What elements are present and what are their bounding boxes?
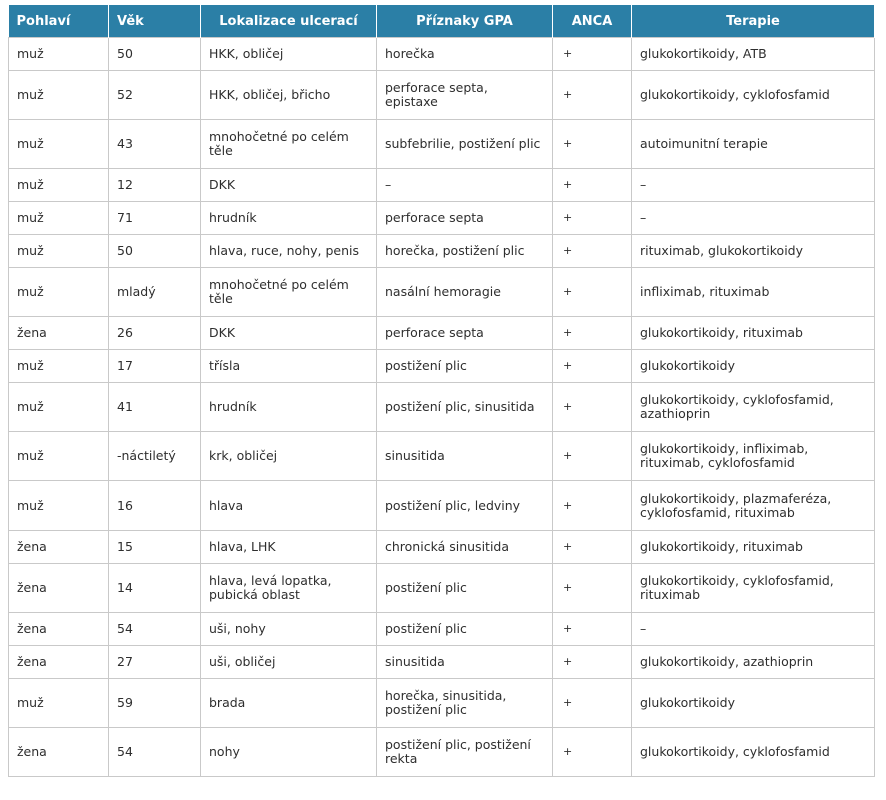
table-row [9,235,875,268]
cell-vek: 15 [109,531,201,564]
cell-lokalizace: hlava, ruce, nohy, penis [201,235,377,268]
cell-pohlavi: žena [9,646,109,679]
table-row [9,531,875,564]
cell-pohlavi: muž [9,350,109,383]
table-body [9,38,875,777]
table-row [9,613,875,646]
cell-anca: + [553,268,632,317]
cell-priznaky: chronická sinusitida [377,531,553,564]
cell-anca: + [553,350,632,383]
table-row [9,646,875,679]
table-row [9,38,875,71]
cell-priznaky: sinusitida [377,646,553,679]
cell-vek: mladý [109,268,201,317]
table-row [9,564,875,613]
cell-lokalizace: mnohočetné po celém těle [201,268,377,317]
cell-lokalizace: hlava [201,481,377,531]
col-header-terapie: Terapie [632,5,875,38]
cell-lokalizace: HKK, obličej, břicho [201,71,377,120]
cell-anca: + [553,679,632,728]
cell-anca: + [553,71,632,120]
cell-terapie: glukokortikoidy, rituximab [632,531,875,564]
cell-terapie: glukokortikoidy, cyklofosfamid, rituximab [632,564,875,613]
col-header-priznaky: Příznaky GPA [377,5,553,38]
cell-anca: + [553,564,632,613]
cell-pohlavi: muž [9,71,109,120]
header-row [9,5,875,38]
cell-pohlavi: žena [9,531,109,564]
cell-vek: 26 [109,317,201,350]
cell-lokalizace: DKK [201,317,377,350]
cell-lokalizace: třísla [201,350,377,383]
cell-priznaky: perforace septa [377,317,553,350]
cell-anca: + [553,120,632,169]
cell-pohlavi: žena [9,613,109,646]
cell-terapie: glukokortikoidy, ATB [632,38,875,71]
cell-priznaky: postižení plic, postižení rekta [377,728,553,777]
cell-vek: 41 [109,383,201,432]
cell-pohlavi: muž [9,481,109,531]
cell-anca: + [553,728,632,777]
cell-pohlavi: muž [9,268,109,317]
cell-lokalizace: hlava, LHK [201,531,377,564]
cell-terapie: – [632,202,875,235]
cell-pohlavi: muž [9,169,109,202]
cell-anca: + [553,481,632,531]
cell-priznaky: postižení plic, ledviny [377,481,553,531]
col-header-lokalizace: Lokalizace ulcerací [201,5,377,38]
cell-vek: 17 [109,350,201,383]
cell-vek: 52 [109,71,201,120]
cell-priznaky: postižení plic, sinusitida [377,383,553,432]
table-row [9,169,875,202]
cell-priznaky: postižení plic [377,564,553,613]
cell-vek: 16 [109,481,201,531]
cell-lokalizace: krk, obličej [201,432,377,481]
cell-pohlavi: muž [9,38,109,71]
cell-anca: + [553,235,632,268]
cell-priznaky: subfebrilie, postižení plic [377,120,553,169]
cell-pohlavi: žena [9,317,109,350]
cell-priznaky: sinusitida [377,432,553,481]
cell-terapie: rituximab, glukokortikoidy [632,235,875,268]
cell-priznaky: – [377,169,553,202]
cell-lokalizace: hrudník [201,383,377,432]
cell-priznaky: postižení plic [377,350,553,383]
cell-priznaky: horečka, postižení plic [377,235,553,268]
cell-anca: + [553,383,632,432]
cell-priznaky: nasální hemoragie [377,268,553,317]
cell-lokalizace: HKK, obličej [201,38,377,71]
table-row [9,728,875,777]
cell-pohlavi: muž [9,679,109,728]
cell-terapie: – [632,613,875,646]
table-row [9,120,875,169]
cell-lokalizace: hrudník [201,202,377,235]
cell-vek: 71 [109,202,201,235]
cell-terapie: glukokortikoidy, cyklofosfamid [632,728,875,777]
col-header-vek: Věk [109,5,201,38]
table-row [9,202,875,235]
table-row [9,317,875,350]
table-row [9,71,875,120]
cell-terapie: autoimunitní terapie [632,120,875,169]
cell-terapie: glukokortikoidy, plazmaferéza, cyklofosfamid, rituximab [632,481,875,531]
cell-anca: + [553,38,632,71]
cell-priznaky: horečka [377,38,553,71]
col-header-pohlavi: Pohlaví [9,5,109,38]
cell-lokalizace: nohy [201,728,377,777]
cell-vek: 50 [109,235,201,268]
cell-lokalizace: uši, nohy [201,613,377,646]
cell-pohlavi: muž [9,120,109,169]
cell-anca: + [553,202,632,235]
table-row [9,268,875,317]
cell-terapie: glukokortikoidy, azathioprin [632,646,875,679]
cell-terapie: glukokortikoidy, rituximab [632,317,875,350]
cell-anca: + [553,432,632,481]
table-row [9,350,875,383]
cell-terapie: – [632,169,875,202]
cell-anca: + [553,646,632,679]
cell-priznaky: perforace septa, epistaxe [377,71,553,120]
table-row [9,481,875,531]
cell-vek: -náctiletý [109,432,201,481]
cell-terapie: glukokortikoidy, cyklofosfamid [632,71,875,120]
cell-lokalizace: uši, obličej [201,646,377,679]
cell-pohlavi: muž [9,202,109,235]
cell-vek: 54 [109,728,201,777]
cell-anca: + [553,613,632,646]
cell-terapie: glukokortikoidy, cyklofosfamid, azathioprin [632,383,875,432]
cell-lokalizace: brada [201,679,377,728]
cell-lokalizace: DKK [201,169,377,202]
cell-pohlavi: žena [9,728,109,777]
cell-anca: + [553,317,632,350]
patients-table [8,5,875,777]
cell-pohlavi: žena [9,564,109,613]
table-row [9,383,875,432]
cell-lokalizace: hlava, levá lopatka, pubická oblast [201,564,377,613]
cell-vek: 14 [109,564,201,613]
cell-priznaky: horečka, sinusitida, postižení plic [377,679,553,728]
cell-anca: + [553,169,632,202]
cell-priznaky: postižení plic [377,613,553,646]
cell-vek: 50 [109,38,201,71]
cell-anca: + [553,531,632,564]
cell-vek: 59 [109,679,201,728]
cell-terapie: glukokortikoidy, infliximab, rituximab, cyklofosfamid [632,432,875,481]
cell-terapie: infliximab, rituximab [632,268,875,317]
table-row [9,432,875,481]
cell-vek: 27 [109,646,201,679]
cell-vek: 43 [109,120,201,169]
cell-vek: 12 [109,169,201,202]
cell-priznaky: perforace septa [377,202,553,235]
cell-pohlavi: muž [9,235,109,268]
cell-pohlavi: muž [9,383,109,432]
cell-pohlavi: muž [9,432,109,481]
table-row [9,679,875,728]
cell-lokalizace: mnohočetné po celém těle [201,120,377,169]
col-header-anca: ANCA [553,5,632,38]
cell-terapie: glukokortikoidy [632,679,875,728]
cell-terapie: glukokortikoidy [632,350,875,383]
cell-vek: 54 [109,613,201,646]
